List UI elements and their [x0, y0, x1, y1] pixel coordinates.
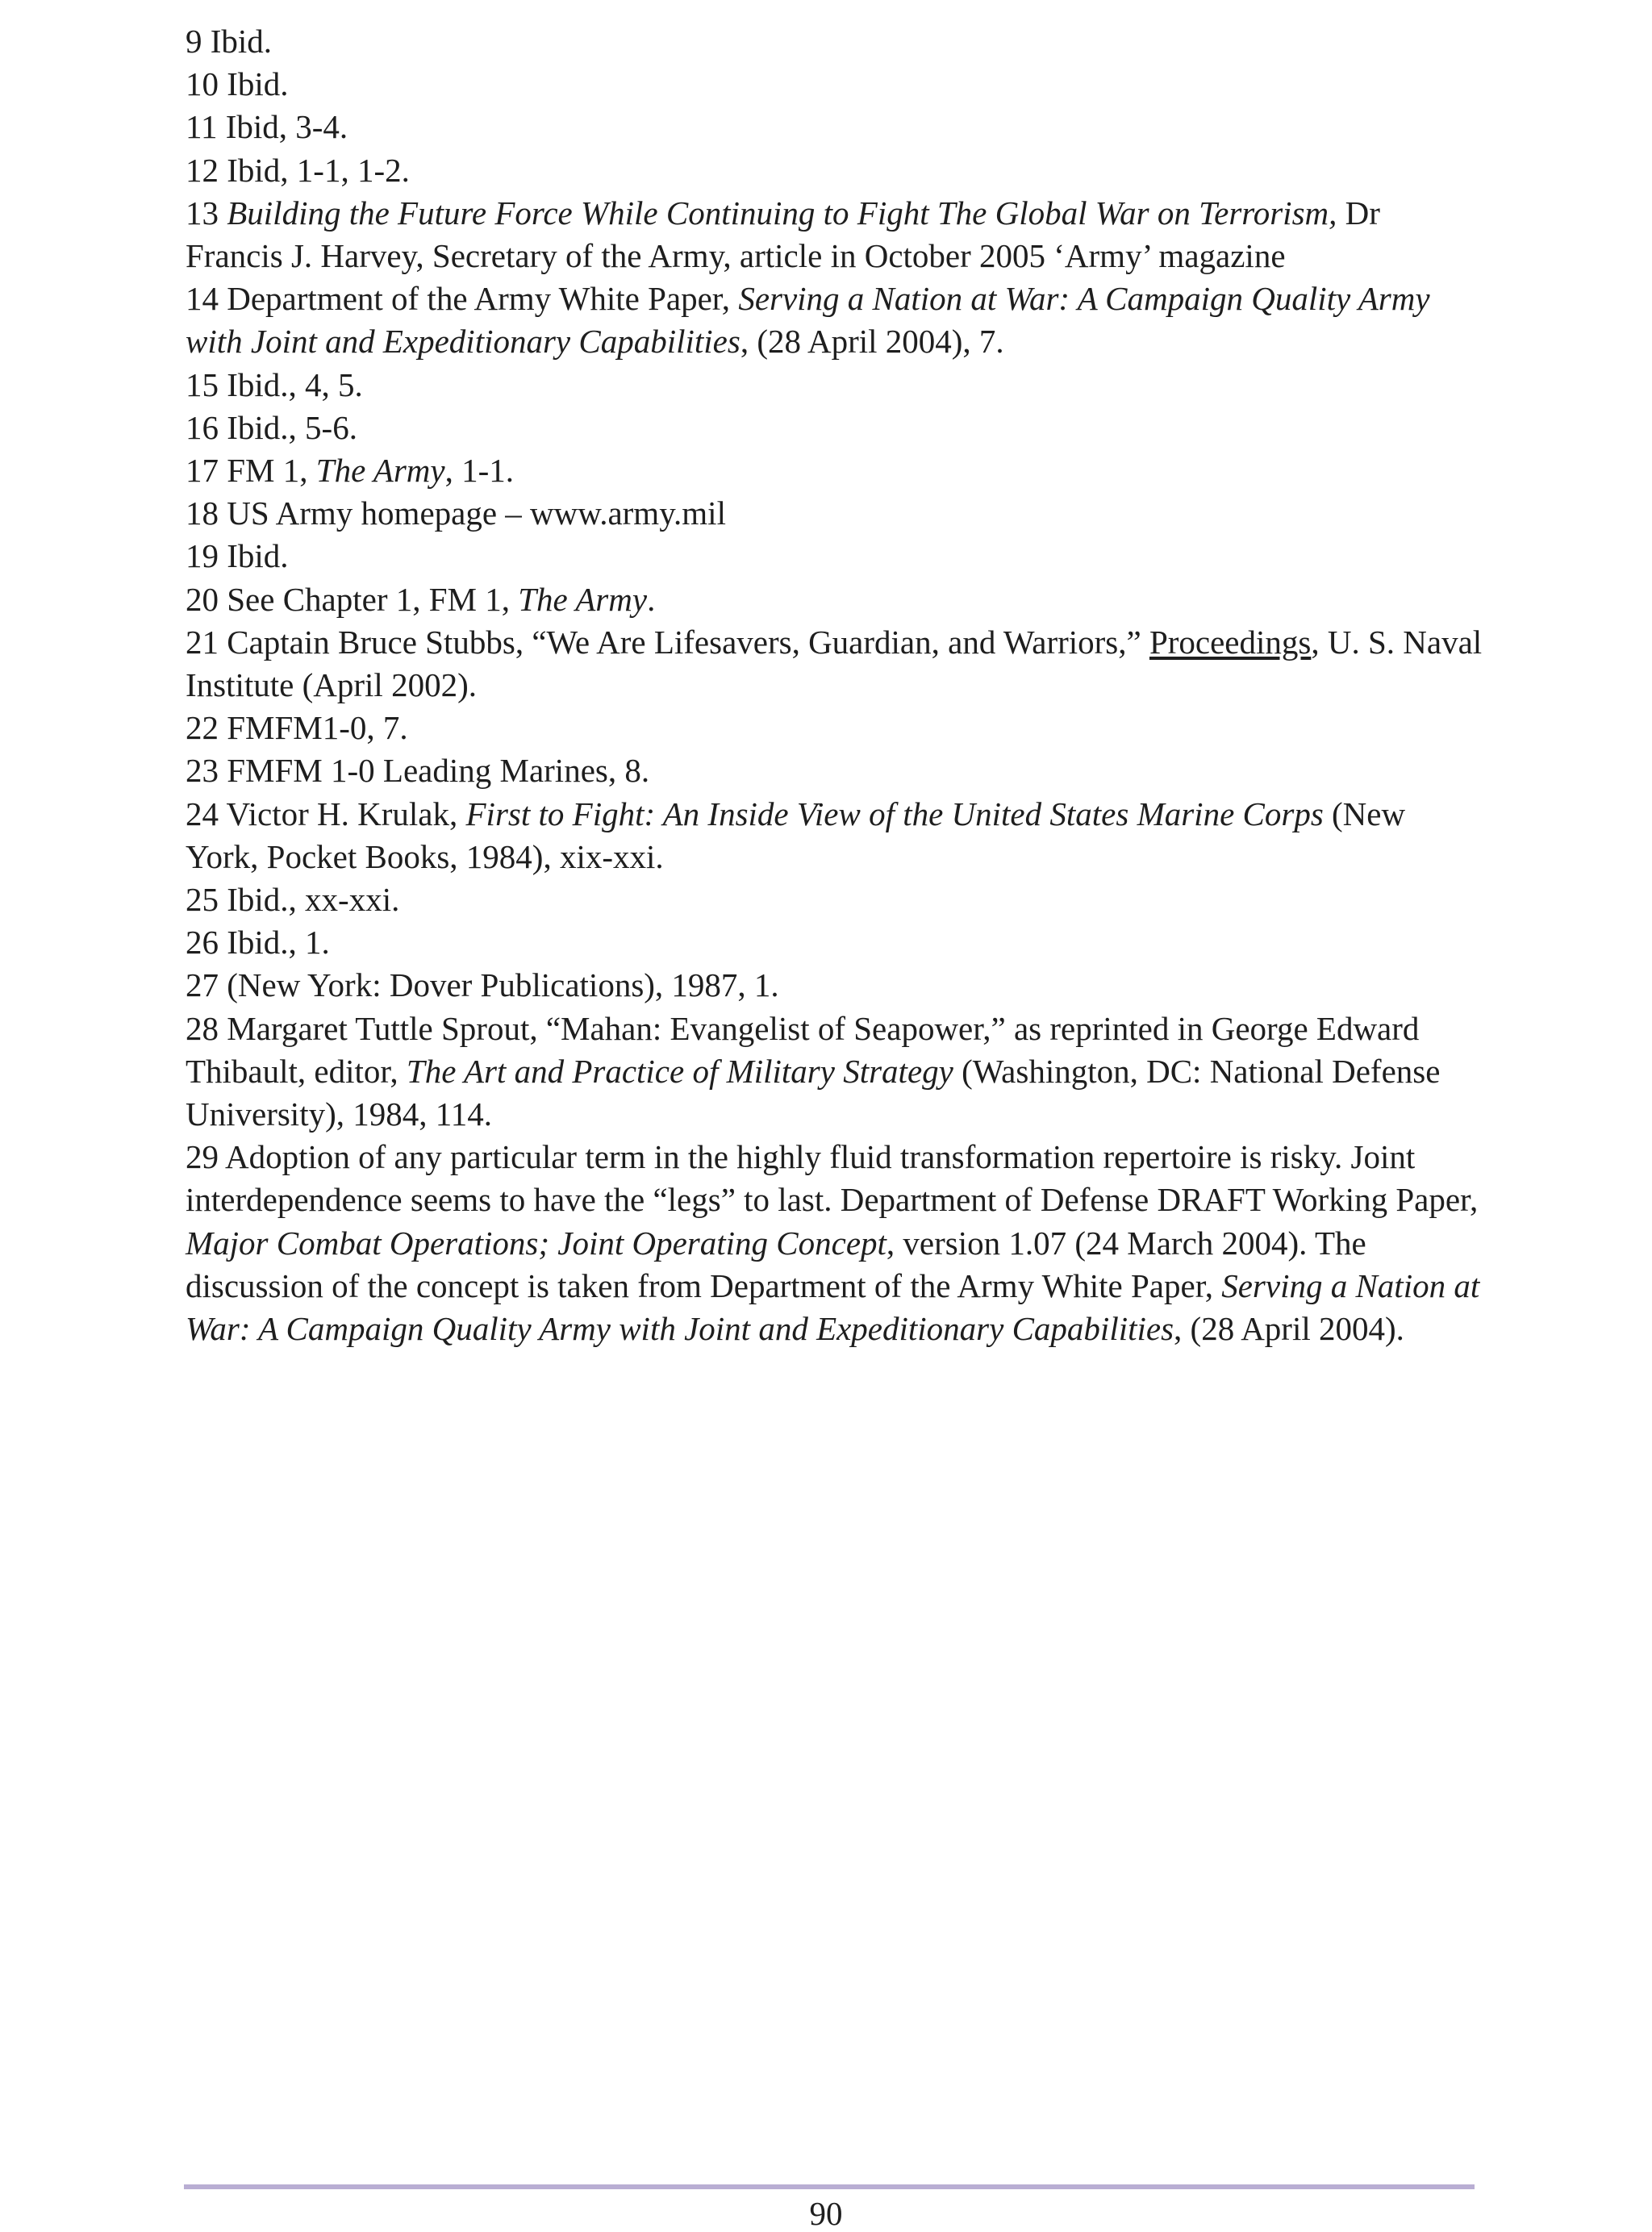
endnote-number: 27 — [186, 966, 219, 1004]
endnote-title-italic: The Army — [315, 452, 445, 490]
endnote-title-italic: First to Fight: An Inside View of the United States Marine Corps — [465, 795, 1324, 832]
endnotes-list — [186, 20, 1484, 1350]
endnote-number: 21 — [186, 623, 219, 661]
endnote-12 — [186, 149, 1484, 192]
endnote-text: Ibid., xx-xxi. — [227, 881, 400, 919]
endnote-number: 13 — [186, 194, 219, 232]
endnote-title-italic: The Army — [518, 580, 648, 618]
endnote-number: 10 — [186, 65, 219, 103]
endnote-text: (New York: Dover Publications), 1987, 1. — [227, 966, 779, 1004]
endnote-26 — [186, 921, 1484, 964]
endnote-22 — [186, 707, 1484, 749]
endnote-text: Ibid, 1-1, 1-2. — [227, 151, 410, 189]
endnote-text: Ibid., 1. — [227, 924, 330, 962]
endnote-title-italic: Building the Future Force While Continuing to Fight The Global War on Terrorism, — [227, 194, 1337, 232]
endnote-10 — [186, 63, 1484, 106]
endnote-title-underlined: Proceedings — [1149, 623, 1312, 661]
endnote-11 — [186, 106, 1484, 148]
endnote-text: , version 1.07 (24 March 2004). The discussion of the concept is taken from Department of the Army White Paper, — [186, 1224, 1366, 1304]
endnote-number: 28 — [186, 1009, 219, 1047]
endnote-text: Dr Francis J. Harvey, Secretary of the Army, article in October 2005 ‘Army’ magazine — [186, 194, 1380, 275]
endnote-number: 19 — [186, 537, 219, 575]
endnote-text: FM 1, — [227, 452, 316, 490]
endnote-25 — [186, 878, 1484, 921]
endnote-number: 14 — [186, 280, 219, 318]
endnote-29 — [186, 1136, 1484, 1350]
endnote-text: Victor H. Krulak, — [226, 795, 466, 832]
endnote-text: FMFM 1-0 Leading Marines, 8. — [227, 752, 650, 790]
endnote-text: , 1-1. — [444, 452, 514, 490]
endnote-text: FMFM1-0, 7. — [227, 709, 408, 747]
endnote-number: 11 — [186, 108, 218, 146]
endnote-text: Ibid. — [227, 537, 289, 575]
endnote-19 — [186, 535, 1484, 578]
endnote-number: 23 — [186, 752, 219, 790]
endnote-text: Margaret Tuttle Sprout, “Mahan: Evangelist of Seapower,” as reprinted in George Edward Thibault, editor, — [186, 1009, 1420, 1090]
endnote-20 — [186, 578, 1484, 621]
endnote-number: 15 — [186, 365, 219, 403]
endnote-number: 24 — [186, 795, 219, 832]
endnote-text: Captain Bruce Stubbs, “We Are Lifesavers, Guardian, and Warriors,” — [227, 623, 1149, 661]
endnote-number: 12 — [186, 151, 219, 189]
endnote-text: , U. S. Naval Institute (April 2002). — [186, 623, 1483, 704]
endnote-28 — [186, 1008, 1484, 1137]
endnote-text: Ibid, 3-4. — [225, 108, 348, 146]
endnote-number: 26 — [186, 924, 219, 962]
endnote-number: 18 — [186, 494, 219, 532]
endnote-number: 20 — [186, 580, 219, 618]
endnote-13 — [186, 192, 1484, 277]
endnote-text: Department of the Army White Paper, — [227, 280, 739, 318]
endnote-text: See Chapter 1, FM 1, — [227, 580, 519, 618]
endnote-title-italic: Serving a Nation at War: A Campaign Quality Army with Joint and Expeditionary Capabilities — [186, 280, 1430, 361]
endnote-18 — [186, 492, 1484, 535]
endnote-17 — [186, 449, 1484, 492]
endnote-text: . — [647, 580, 656, 618]
endnote-number: 16 — [186, 408, 219, 446]
endnote-text: Ibid. — [227, 65, 289, 103]
endnote-number: 9 — [186, 23, 202, 60]
endnote-24 — [186, 793, 1484, 878]
endnote-number: 29 — [186, 1138, 219, 1176]
endnote-text: Ibid., 5-6. — [227, 408, 357, 446]
endnote-title-italic: Major Combat Operations; Joint Operating Concept — [186, 1224, 886, 1262]
endnote-number: 25 — [186, 881, 219, 919]
endnote-text: US Army homepage – www.army.mil — [227, 494, 726, 532]
endnote-text: , (28 April 2004), 7. — [740, 323, 1004, 361]
endnote-title-italic: The Art and Practice of Military Strategy — [406, 1052, 953, 1090]
endnote-21 — [186, 621, 1484, 707]
endnote-14 — [186, 277, 1484, 363]
endnote-15 — [186, 364, 1484, 407]
endnote-text: , (28 April 2004). — [1174, 1310, 1404, 1348]
page-number: 90 — [809, 2195, 843, 2232]
endnote-16 — [186, 407, 1484, 449]
endnote-number: 22 — [186, 709, 219, 747]
endnote-27 — [186, 964, 1484, 1007]
endnote-text: Adoption of any particular term in the highly fluid transformation repertoire is risky. Joint interdependence seems to have the “legs” to last. Department of Defense DRAFT Working Paper, — [186, 1138, 1479, 1219]
endnote-text: Ibid. — [210, 23, 273, 60]
endnote-text: Ibid., 4, 5. — [227, 365, 363, 403]
endnote-text: (New York, Pocket Books, 1984), xix-xxi. — [186, 795, 1406, 875]
endnote-23 — [186, 749, 1484, 792]
endnote-title-italic: Serving a Nation at War: A Campaign Quality Army with Joint and Expeditionary Capabilities — [186, 1266, 1480, 1348]
endnote-number: 17 — [186, 452, 219, 490]
endnote-text: (Washington, DC: National Defense University), 1984, 114. — [186, 1052, 1441, 1133]
footer-divider — [184, 2184, 1475, 2189]
endnote-9 — [186, 20, 1484, 63]
